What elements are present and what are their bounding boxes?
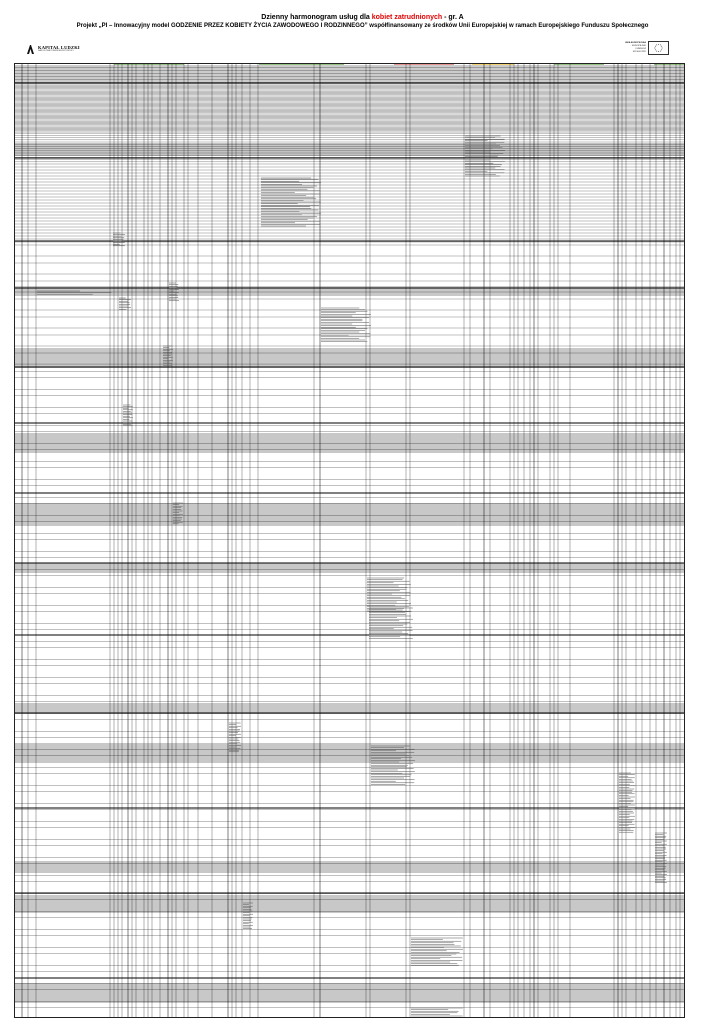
header-band-1 [259, 63, 344, 65]
title-prefix: Dzienny harmonogram usług dla [261, 14, 372, 21]
eu-flag-icon [648, 41, 669, 55]
header-band-3 [472, 63, 514, 65]
header-band-5 [654, 63, 685, 65]
eu-logo-line2: EUROPEJSKI [632, 45, 646, 47]
shaded-row-3 [14, 433, 685, 453]
shaded-row-9 [14, 895, 685, 913]
eu-logo-text [624, 42, 646, 54]
shaded-row-1 [14, 286, 685, 296]
title-suffix: - gr. A [442, 14, 464, 21]
page-title [0, 14, 725, 22]
kapital-ludzki-logo [26, 42, 80, 56]
header-band-4 [554, 63, 604, 65]
title-highlight: kobiet zatrudnionych [371, 14, 443, 21]
schedule-table [14, 63, 685, 1018]
page-subtitle: Projekt „PI – Innowacyjny model GODZENIE PRZEZ KOBIETY ŻYCIA ZAWODOWEGO I RODZINNEGO” współfinansowany ze środków Unii Europejskiej w ramach Europejskiego Funduszu Społecznego [76, 23, 649, 29]
logo-left-tagline: NARODOWA STRATEGIA SPÓJNOŚCI [38, 50, 74, 52]
eu-logo-line3: FUNDUSZ SPOŁECZNY [632, 48, 646, 53]
shaded-row-5 [14, 563, 685, 573]
shaded-row-6 [14, 703, 685, 713]
shaded-row-0 [14, 143, 685, 156]
kapital-ludzki-emblem-icon [26, 44, 35, 55]
shaded-row-2 [14, 348, 685, 368]
logo-left-name: KAPITAŁ LUDZKI [38, 45, 80, 50]
shaded-row-7 [14, 743, 685, 763]
shaded-row-10 [14, 983, 685, 1003]
header-band-0 [114, 63, 184, 65]
eu-logo-line1: UNIA EUROPEJSKA [625, 42, 646, 44]
header-band-2 [394, 63, 454, 65]
shaded-row-8 [14, 861, 685, 873]
eu-logo [624, 40, 668, 54]
shaded-row-4 [14, 503, 685, 526]
